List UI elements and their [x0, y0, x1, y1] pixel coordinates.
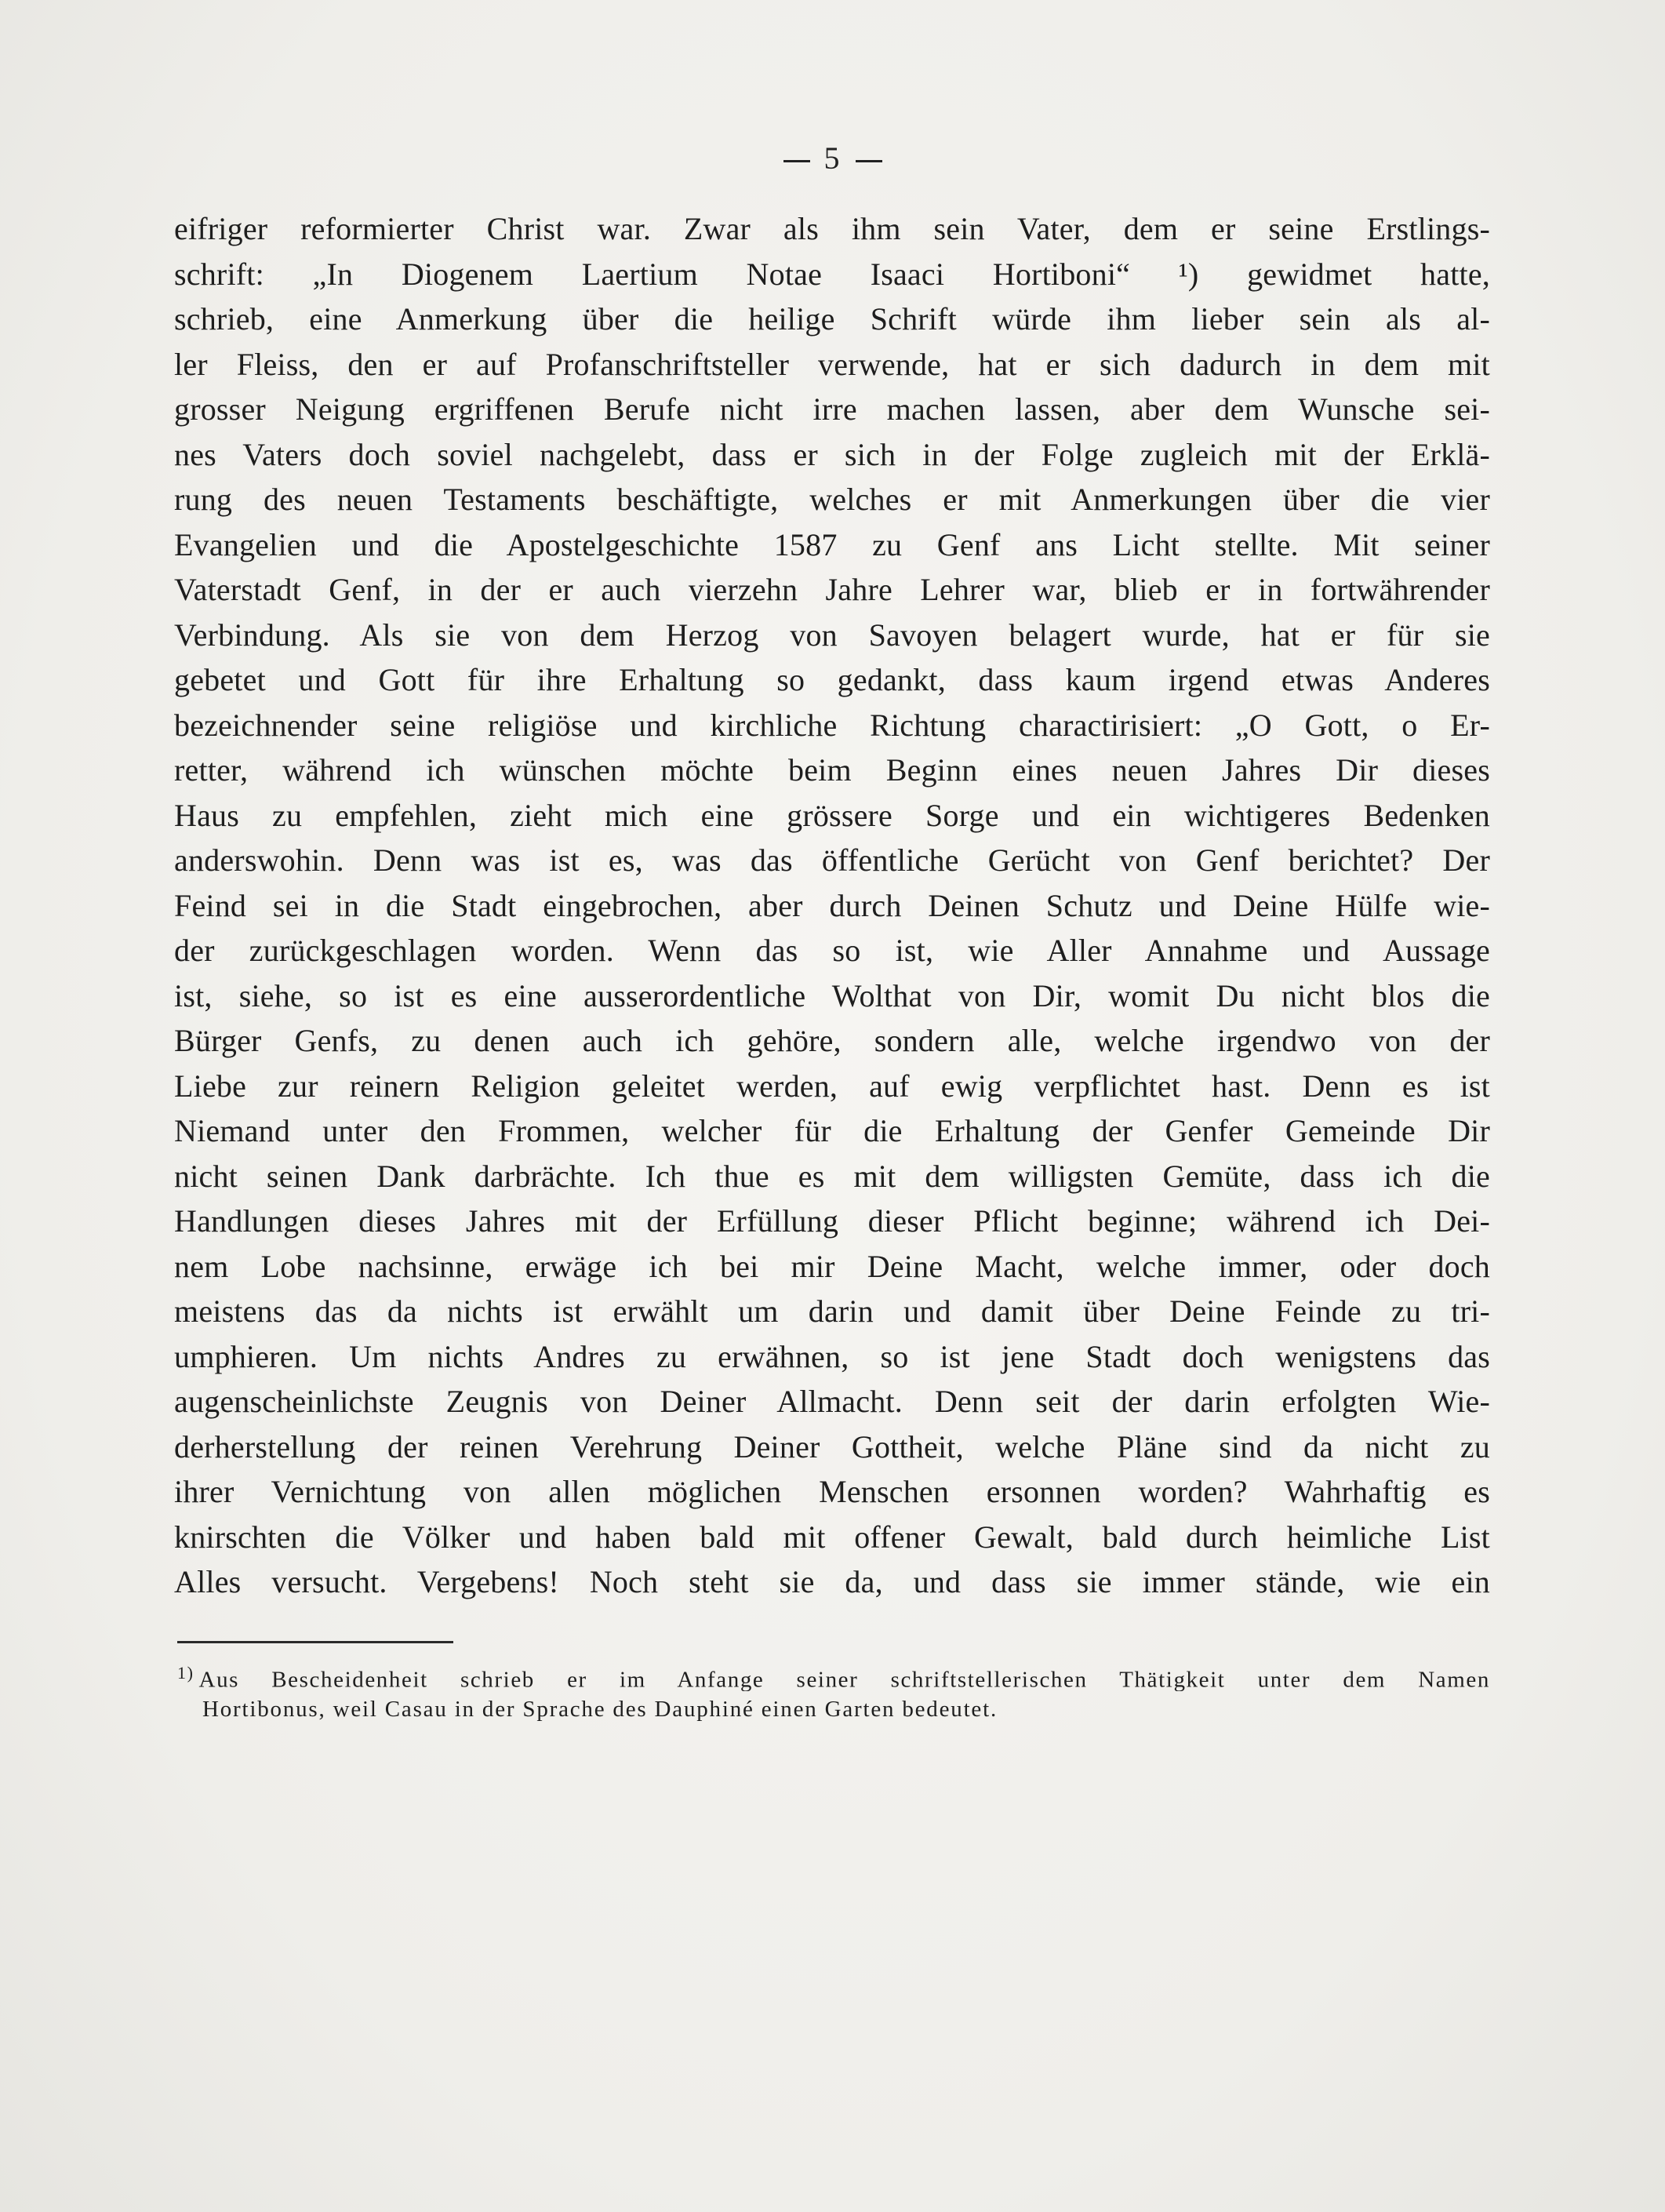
footnote-line: Hortibonus, weil Casau in der Sprache des Dauphiné einen Garten bedeutet. [202, 1697, 998, 1722]
footnote [177, 1655, 1490, 1727]
footnote-marker: 1) [177, 1663, 194, 1683]
body-line: Vaterstadt Genf, in der er auch vierzehn Jahre Lehrer war, blieb er in fortwährender [174, 572, 1490, 607]
body-line: Liebe zur reinern Religion geleitet werden, auf ewig verpflichtet hast. Denn es ist [174, 1068, 1490, 1104]
body-line: schrift: „In Diogenem Laertium Notae Isaaci Hortiboni“ ¹) gewidmet hatte, [174, 256, 1490, 292]
body-line: Verbindung. Als sie von dem Herzog von Savoyen belagert wurde, hat er für sie [174, 617, 1490, 653]
body-line: augenscheinlichste Zeugnis von Deiner Allmacht. Denn seit der darin erfolgten Wie- [174, 1384, 1490, 1419]
body-line: der zurückgeschlagen worden. Wenn das so ist, wie Aller Annahme und Aussage [174, 933, 1490, 968]
body-line: ihrer Vernichtung von allen möglichen Menschen ersonnen worden? Wahrhaftig es [174, 1474, 1490, 1509]
body-line: nem Lobe nachsinne, erwäge ich bei mir Deine Macht, welche immer, oder doch [174, 1248, 1490, 1284]
body-line: Evangelien und die Apostelgeschichte 1587 zu Genf ans Licht stellte. Mit seiner [174, 526, 1490, 562]
page-number [0, 140, 1665, 176]
body-line: Niemand unter den Frommen, welcher für die Erhaltung der Genfer Gemeinde Dir [174, 1113, 1490, 1148]
body-line: eifriger reformierter Christ war. Zwar als ihm sein Vater, dem er seine Erstlings- [174, 211, 1490, 246]
body-line: nes Vaters doch soviel nachgelebt, dass er sich in der Folge zugleich mit der Erklä- [174, 436, 1490, 472]
body-line: nicht seinen Dank darbrächte. Ich thue es mit dem willigsten Gemüte, dass ich die [174, 1158, 1490, 1194]
body-line: umphieren. Um nichts Andres zu erwähnen, so ist jene Stadt doch wenigstens das [174, 1338, 1490, 1374]
body-line: schrieb, eine Anmerkung über die heilige Schrift würde ihm lieber sein als al- [174, 301, 1490, 337]
body-line: Bürger Genfs, zu denen auch ich gehöre, sondern alle, welche irgendwo von der [174, 1023, 1490, 1058]
body-line: Handlungen dieses Jahres mit der Erfüllung dieser Pflicht beginne; während ich Dei- [174, 1203, 1490, 1239]
body-line: derherstellung der reinen Verehrung Deiner Gottheit, welche Pläne sind da nicht zu [174, 1428, 1490, 1464]
body-text [174, 206, 1490, 1605]
body-line: Feind sei in die Stadt eingebrochen, aber durch Deinen Schutz und Deine Hülfe wie- [174, 887, 1490, 923]
body-line: ler Fleiss, den er auf Profanschriftsteller verwende, hat er sich dadurch in dem mit [174, 346, 1490, 382]
page-number-dash-left [783, 160, 810, 162]
body-line: gebetet und Gott für ihre Erhaltung so gedankt, dass kaum irgend etwas Anderes [174, 662, 1490, 697]
body-line: retter, während ich wünschen möchte beim Beginn eines neuen Jahres Dir dieses [174, 752, 1490, 788]
page-number-value: 5 [823, 140, 842, 176]
body-line: rung des neuen Testaments beschäftigte, welches er mit Anmerkungen über die vier [174, 482, 1490, 517]
body-line: Alles versucht. Vergebens! Noch steht sie da, und dass sie immer stände, wie ein [174, 1564, 1490, 1599]
footnote-rule [177, 1641, 453, 1643]
body-line: knirschten die Völker und haben bald mit offener Gewalt, bald durch heimliche List [174, 1519, 1490, 1555]
body-line: ist, siehe, so ist es eine ausserordentliche Wolthat von Dir, womit Du nicht blos die [174, 977, 1490, 1013]
body-line: meistens das da nichts ist erwählt um darin und damit über Deine Feinde zu tri- [174, 1293, 1490, 1329]
body-line: anderswohin. Denn was ist es, was das öffentliche Gerücht von Genf berichtet? Der [174, 842, 1490, 878]
page-number-dash-right [856, 160, 882, 162]
body-line: grosser Neigung ergriffenen Berufe nicht irre machen lassen, aber dem Wunsche sei- [174, 391, 1490, 427]
footnote-line [177, 1655, 1490, 1691]
body-line: Haus zu empfehlen, zieht mich eine grössere Sorge und ein wichtigeres Bedenken [174, 797, 1490, 833]
body-line: bezeichnender seine religiöse und kirchliche Richtung charactirisiert: „O Gott, o Er- [174, 707, 1490, 743]
footnote-text-1: Aus Bescheidenheit schrieb er im Anfange seiner schriftstellerischen Thätigkeit unter dem Namen [198, 1667, 1490, 1691]
